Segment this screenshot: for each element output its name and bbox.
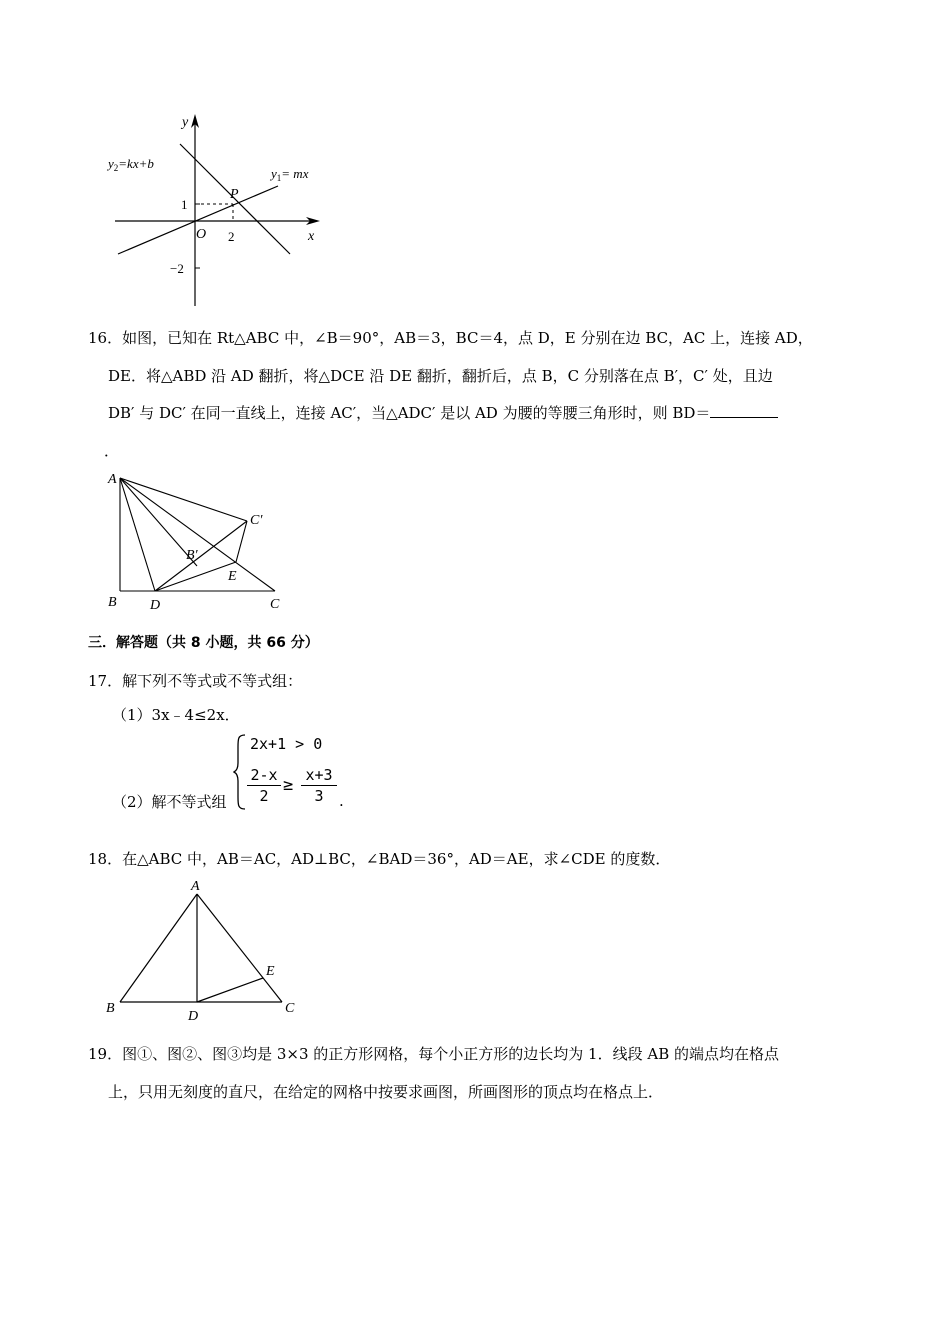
fraction-right-denominator: 3: [314, 787, 324, 805]
left-brace-icon: [233, 733, 247, 811]
vertex-b-prime-label: B′: [186, 548, 198, 563]
fig16-triangle-folding: [100, 466, 300, 614]
segment-de: [155, 562, 236, 591]
q17-title: 17．解下列不等式或不等式组：: [88, 672, 303, 690]
fraction-left-numerator: 2-x: [250, 766, 278, 784]
vertex-d-label: D: [188, 1009, 199, 1024]
y2-equation-label: $y_2=kx+b$: [108, 156, 154, 173]
y1-equation-label: $y_1=$ mx: [271, 166, 309, 183]
vertex-a-label: A: [108, 472, 117, 487]
section-3-heading: 三．解答题（共 8 小题，共 66 分）: [88, 635, 319, 651]
q16-line-1: 16．如图，已知在 Rt△ABC 中，∠B＝90°，AB＝3，BC＝4，点 D，E 分别在边 BC，AC 上，连接 AD，: [88, 329, 813, 347]
fraction-left-denominator: 2: [259, 787, 269, 805]
tick-label-y-neg2: −2: [170, 261, 184, 276]
vertex-d-label: D: [150, 598, 161, 613]
q16-line-3-text: DB′ 与 DC′ 在同一直线上，连接 AC′，当△ADC′ 是以 AD 为腰的等腰三角形时，则 BD＝: [108, 404, 711, 422]
vertex-b-label: B: [108, 595, 117, 610]
segment-de: [197, 978, 263, 1002]
segment-ec1: [236, 521, 247, 562]
tick-label-x-2: 2: [228, 229, 235, 244]
q16-answer-blank: [710, 403, 778, 418]
segment-ac: [197, 894, 282, 1002]
vertex-e-label: E: [228, 569, 237, 584]
origin-label: O: [196, 227, 207, 242]
segment-ab: [120, 894, 197, 1002]
point-p-label: P: [230, 187, 239, 202]
vertex-c-prime-label: C′: [250, 513, 263, 528]
tick-label-y-1: 1: [181, 197, 188, 212]
x-axis-label: x: [308, 229, 315, 244]
fraction-right-bar: [301, 785, 337, 786]
q16-line-3: [108, 403, 778, 423]
q17-part-2-prefix: （2）解不等式组: [112, 793, 227, 811]
q17-inequality-system: [233, 733, 353, 813]
q19-line-2: 上，只用无刻度的直尺，在给定的网格中按要求画图，所画图形的顶点均在格点上．: [108, 1083, 664, 1101]
fraction-right-numerator: x+3: [305, 766, 333, 784]
inequality-1: 2x+1 > 0: [250, 735, 323, 753]
vertex-e-label: E: [266, 964, 275, 979]
line-y1: [118, 186, 278, 254]
q18-text: 18．在△ABC 中，AB＝AC，AD⊥BC，∠BAD＝36°，AD＝AE，求∠CDE 的度数．: [88, 850, 671, 868]
vertex-c-label: C: [270, 597, 280, 612]
vertex-c-label: C: [285, 1001, 295, 1016]
fig18-isosceles-triangle: [100, 874, 310, 1026]
vertex-b-label: B: [106, 1001, 115, 1016]
system-end-period: .: [339, 792, 344, 810]
fig15-coordinate-graph: [100, 108, 340, 313]
vertex-a-label: A: [191, 879, 200, 894]
q16-line-4: ．: [104, 442, 120, 460]
relation-symbol: ≥: [283, 775, 294, 795]
q19-line-1: 19．图①、图②、图③均是 3×3 的正方形网格，每个小正方形的边长均为 1．线段 AB 的端点均在格点: [88, 1045, 779, 1063]
q16-line-2: DE．将△ABD 沿 AD 翻折，将△DCE 沿 DE 翻折，翻折后，点 B，C 分别落在点 B′，C′ 处，且边: [108, 367, 773, 385]
y-axis-label: y: [182, 115, 189, 130]
fraction-right: [301, 766, 337, 805]
segment-ad: [120, 478, 155, 591]
q17-part-1: （1）3x﹣4≤2x．: [112, 706, 240, 724]
fraction-left-bar: [247, 785, 281, 786]
fraction-left: [247, 766, 281, 805]
segment-ac: [120, 478, 275, 591]
